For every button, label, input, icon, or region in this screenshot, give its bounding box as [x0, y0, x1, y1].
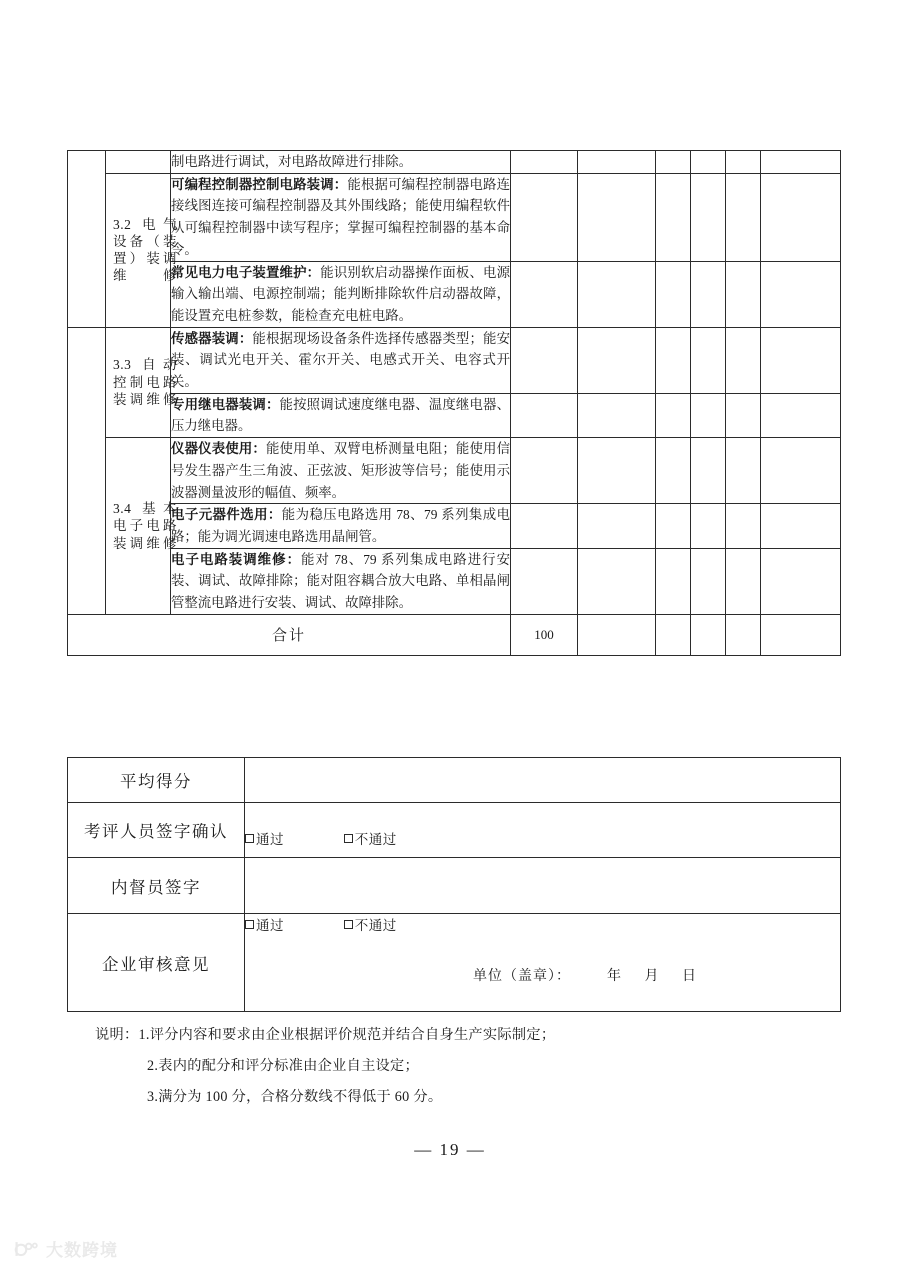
outer-group-cell-a — [68, 151, 106, 328]
criteria-cell — [171, 438, 511, 504]
rating-cell-3 — [726, 504, 761, 548]
score-cell — [511, 327, 578, 393]
checkbox-empty-icon — [344, 920, 353, 929]
criteria-text: 能根据现场设备条件选择传感器类型；能安装、调试光电开关、霍尔开关、电感式开关、电容式开关。 — [171, 330, 511, 390]
group-cell-3-3 — [106, 327, 177, 438]
table-row — [68, 504, 841, 548]
brand-logo-icon — [14, 1238, 40, 1260]
checkbox-pass-label: 通过 — [256, 918, 284, 933]
total-score: 100 — [511, 614, 578, 655]
checkbox-fail-label: 不通过 — [354, 918, 397, 933]
assessment-table — [67, 150, 841, 656]
group-label-3-3: 3.3 自动控制电路装调维修 — [113, 357, 177, 408]
rating-cell-3 — [726, 438, 761, 504]
criteria-text: 能根据可编程控制器电路连接线图连接可编程控制器及其外围线路；能使用编程软件从可编程控制器中读写程序；掌握可编程控制器的基本命令。 — [171, 176, 511, 257]
rating-cell-2 — [691, 151, 726, 174]
group-cell-3-2 — [106, 173, 177, 327]
table-row — [68, 327, 841, 393]
table-row — [68, 393, 841, 437]
remark-cell — [761, 614, 841, 655]
note-text: 3.满分为 100 分，合格分数线不得低于 60 分。 — [147, 1089, 443, 1106]
standard-cell — [578, 261, 656, 327]
note-item — [95, 1090, 835, 1104]
standard-cell — [578, 173, 656, 261]
average-score-row — [68, 758, 841, 803]
table-row — [68, 173, 841, 261]
table-row — [68, 438, 841, 504]
checkbox-fail[interactable] — [344, 828, 397, 848]
rating-cell-2 — [691, 261, 726, 327]
remark-cell — [761, 173, 841, 261]
table-row — [68, 261, 841, 327]
page-number: — 19 — — [414, 1140, 486, 1159]
signature-table — [67, 757, 841, 1012]
total-label: 合计 — [68, 614, 511, 655]
checkbox-pass-label: 通过 — [256, 832, 284, 847]
group-label-3-4: 3.4 基本电子电路装调维修 — [113, 501, 177, 551]
rating-cell-2 — [691, 327, 726, 393]
watermark — [14, 1236, 118, 1261]
rating-cell-2 — [691, 614, 726, 655]
rating-cell-3 — [726, 173, 761, 261]
checkbox-fail-label: 不通过 — [354, 832, 397, 847]
criteria-text: 能对 78、79 系列集成电路进行安装、调试、故障排除；能对阻容耦合放大电路、单相晶闸管整流电路进行安装、调试、故障排除。 — [171, 551, 510, 611]
criteria-text: 能按照调试速度继电器、温度继电器、压力继电器。 — [171, 396, 511, 434]
score-cell — [511, 504, 578, 548]
rating-cell-2 — [691, 393, 726, 437]
table-row — [68, 548, 841, 614]
rating-cell-3 — [726, 151, 761, 174]
remark-cell — [761, 261, 841, 327]
note-text: 2.表内的配分和评分标准由企业自主设定； — [147, 1058, 420, 1075]
criteria-title: 可编程控制器控制电路装调： — [171, 176, 348, 192]
assessor-value[interactable] — [245, 803, 841, 858]
enterprise-value[interactable] — [245, 914, 841, 1012]
criteria-cell — [171, 548, 511, 614]
supervisor-value[interactable] — [245, 858, 841, 914]
criteria-text: 能使用单、双臂电桥测量电阻；能使用信号发生器产生三角波、正弦波、矩形波等信号；能使用示波器测量波形的幅值、频率。 — [171, 441, 511, 500]
criteria-cell — [171, 261, 511, 327]
notes-block — [95, 1028, 835, 1122]
stamp-date-line: 单位（盖章）： 年 月 日 — [473, 969, 697, 984]
rating-cell-1 — [656, 261, 691, 327]
criteria-text: 能识别软启动器操作面板、电源输入输出端、电源控制端；能判断排除软件启动器故障，能设置充电桩参数，能检查充电桩电路。 — [171, 264, 511, 323]
score-cell — [511, 261, 578, 327]
criteria-title: 专用继电器装调： — [171, 396, 280, 412]
assessor-row — [68, 803, 841, 858]
group-cell-continuation — [106, 151, 171, 174]
supervisor-label: 内督员签字 — [68, 858, 245, 914]
total-row — [68, 614, 841, 655]
remark-cell — [761, 548, 841, 614]
criteria-cell — [171, 504, 511, 548]
rating-cell-3 — [726, 327, 761, 393]
rating-cell-2 — [691, 173, 726, 261]
group-label-3-2: 3.2 电气设备（装置）装调维修 — [113, 216, 177, 284]
checkbox-empty-icon — [245, 834, 254, 843]
criteria-cell — [171, 151, 511, 174]
rating-cell-1 — [656, 548, 691, 614]
rating-cell-2 — [691, 504, 726, 548]
average-score-value[interactable] — [245, 758, 841, 803]
criteria-text: 制电路进行调试，对电路故障进行排除。 — [171, 154, 413, 169]
rating-cell-1 — [656, 151, 691, 174]
checkbox-pass[interactable] — [245, 828, 284, 848]
remark-cell — [761, 504, 841, 548]
criteria-cell — [171, 393, 511, 437]
rating-cell-2 — [691, 438, 726, 504]
criteria-cell — [171, 327, 511, 393]
criteria-cell — [171, 173, 511, 261]
remark-cell — [761, 438, 841, 504]
standard-cell — [578, 548, 656, 614]
standard-cell — [578, 438, 656, 504]
watermark-text: 大数跨境 — [46, 1241, 118, 1260]
average-score-label: 平均得分 — [68, 758, 245, 803]
rating-cell-1 — [656, 173, 691, 261]
remark-cell — [761, 393, 841, 437]
enterprise-label: 企业审核意见 — [68, 914, 245, 1012]
criteria-title: 传感器装调： — [171, 330, 253, 346]
score-cell — [511, 173, 578, 261]
enterprise-row — [68, 914, 841, 1012]
score-cell — [511, 438, 578, 504]
standard-cell — [578, 327, 656, 393]
rating-cell-2 — [691, 548, 726, 614]
rating-cell-1 — [656, 438, 691, 504]
standard-cell — [578, 614, 656, 655]
rating-cell-3 — [726, 393, 761, 437]
assessor-checkboxes — [245, 832, 397, 847]
rating-cell-3 — [726, 614, 761, 655]
checkbox-empty-icon — [344, 834, 353, 843]
standard-cell — [578, 504, 656, 548]
checkbox-pass[interactable] — [245, 914, 284, 934]
checkbox-empty-icon — [245, 920, 254, 929]
criteria-title: 仪器仪表使用： — [171, 441, 266, 457]
score-cell — [511, 393, 578, 437]
criteria-title: 电子元器件选用： — [171, 507, 282, 523]
enterprise-checkboxes — [245, 918, 397, 933]
standard-cell — [578, 393, 656, 437]
assessor-label: 考评人员签字确认 — [68, 803, 245, 858]
criteria-title: 常见电力电子装置维护： — [171, 264, 321, 280]
notes-prefix: 说明： — [95, 1027, 139, 1043]
group-cell-3-4 — [106, 438, 177, 615]
criteria-text: 能为稳压电路选用 78、79 系列集成电路；能为调光调速电路选用晶闸管。 — [171, 507, 510, 544]
rating-cell-3 — [726, 548, 761, 614]
note-item — [95, 1059, 835, 1073]
remark-cell — [761, 151, 841, 174]
rating-cell-1 — [656, 327, 691, 393]
rating-cell-1 — [656, 504, 691, 548]
criteria-title: 电子电路装调维修： — [171, 551, 302, 567]
rating-cell-3 — [726, 261, 761, 327]
remark-cell — [761, 327, 841, 393]
rating-cell-1 — [656, 393, 691, 437]
note-item — [95, 1028, 835, 1042]
score-cell — [511, 151, 578, 174]
table-row — [68, 151, 841, 174]
score-cell — [511, 548, 578, 614]
note-text: 1.评分内容和要求由企业根据评价规范并结合自身生产实际制定； — [138, 1027, 556, 1043]
rating-cell-1 — [656, 614, 691, 655]
standard-cell — [578, 151, 656, 174]
supervisor-row — [68, 858, 841, 914]
outer-group-cell-b — [68, 327, 106, 614]
checkbox-fail[interactable] — [344, 914, 397, 934]
